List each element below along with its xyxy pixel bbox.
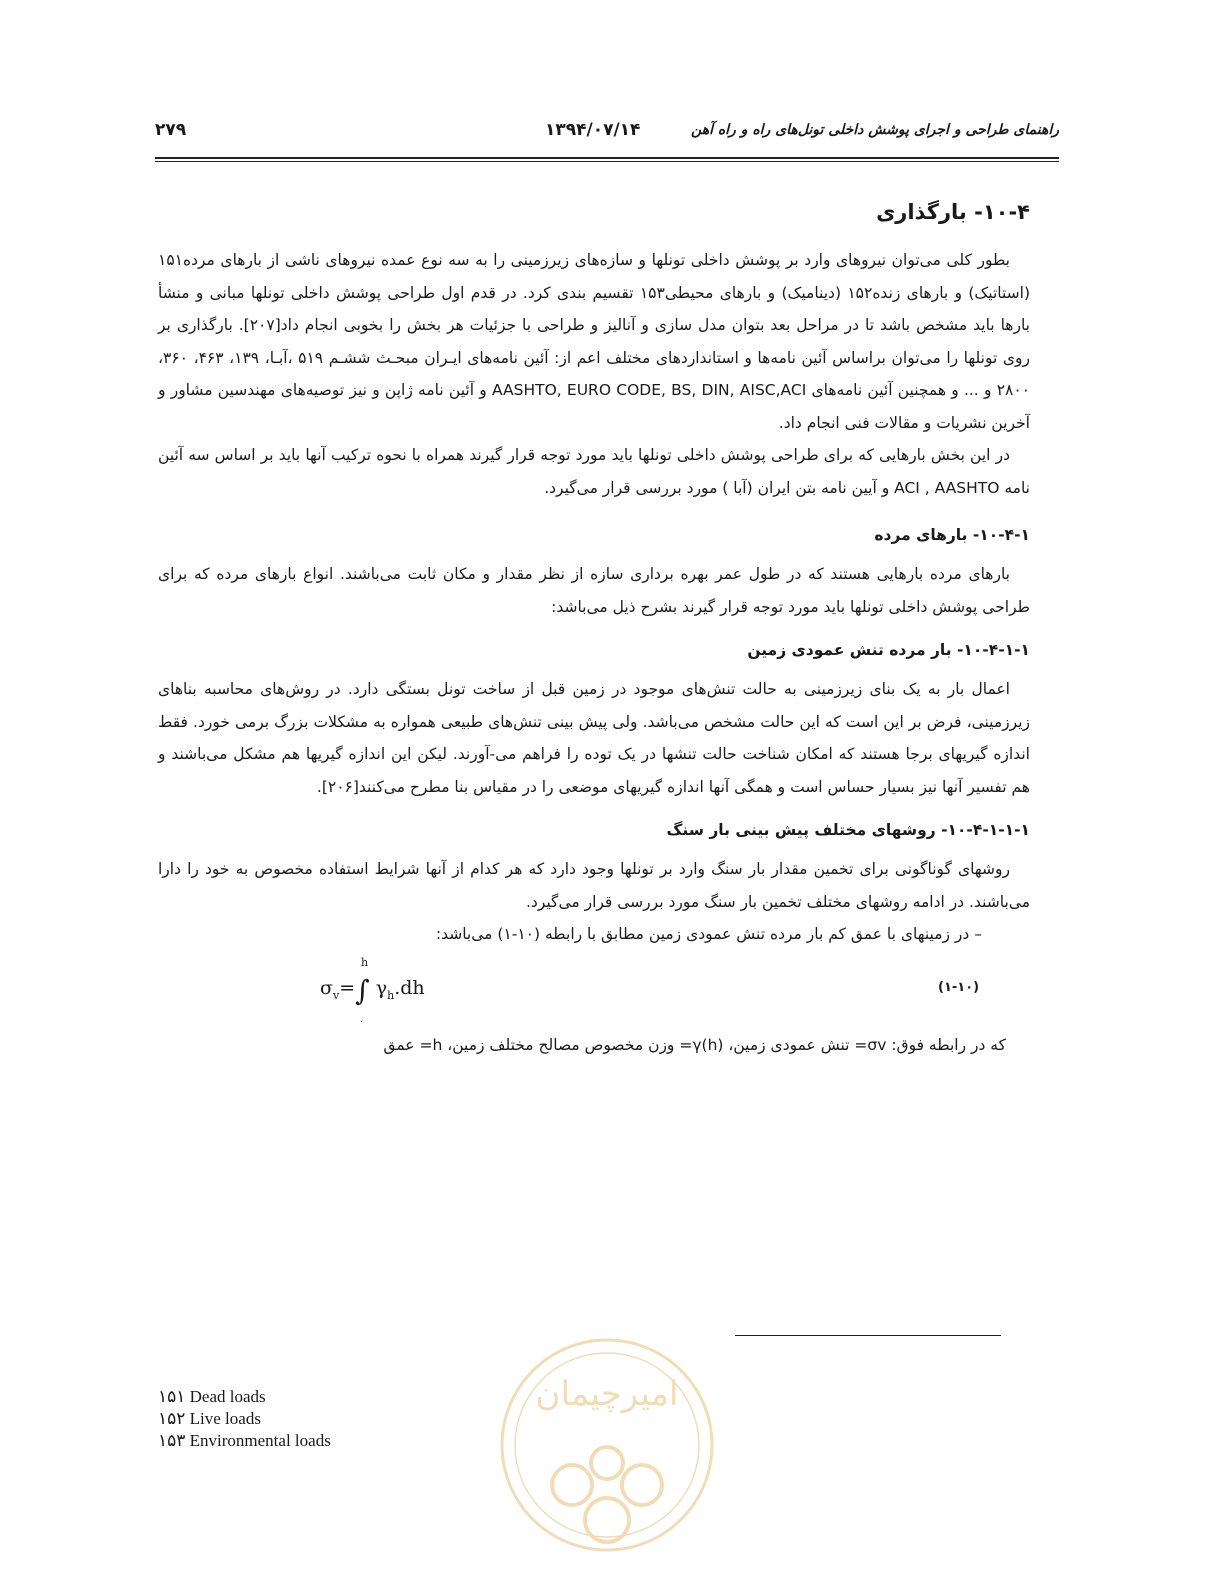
sigma-subscript: v <box>332 988 340 1002</box>
seal-gear-bottom <box>585 1498 629 1542</box>
header-date: ۱۳۹۴/۰۷/۱۴ <box>545 120 641 140</box>
dh-term: .dh <box>394 977 425 999</box>
equation-where-clause: که در رابطه فوق: σv= تنش عمودی زمین، γ(h)= وزن مخصوص مصالح مختلف زمین، h= عمق <box>383 1036 1006 1054</box>
subsection-heading-dead-loads: ۱۰-۴-۱- بارهای مرده <box>874 526 1030 544</box>
footnote-153: ۱۵۳ Environmental loads <box>158 1431 331 1450</box>
header-title: راهنمای طراحی و اجرای پوشش داخلی تونل‌های راه و راه آهن <box>691 122 1059 138</box>
subsection-heading-rock-load-methods: ۱۰-۴-۱-۱-۱- روشهای مختلف پیش بینی بار سنگ <box>666 821 1030 839</box>
sigma-symbol: σ <box>320 977 333 999</box>
footnote-152: ۱۵۲ Live loads <box>158 1409 261 1428</box>
integral-lower-limit: . <box>360 1014 364 1025</box>
footnotes <box>158 1386 331 1452</box>
page-number: ۲۷۹ <box>155 120 187 140</box>
seal-gear-left <box>552 1465 592 1505</box>
seal-gear-right <box>622 1465 662 1505</box>
vertical-stress-paragraph: اعمال بار به یک بنای زیرزمینی به حالت تنش‌های موجود در زمین قبل از ساخت تونل بستگی دارد. در روش‌های محاسبه بناهای زیرزمینی، فرض بر این است که این حالت مشخص می‌باشد. ولی پیش بینی تنش‌های طبیعی همواره به مشکلات بزرگ برمی خورد. فقط اندازه گیریهای برجا هستند که امکان شناخت حالت تنشها در یک توده را فراهم می-آورند. لیکن این اندازه گیریها هم مشکل می‌باشند و هم تفسیر آنها نیز بسیار حساس است و همگی آنها اندازه گیریهای موضعی را در مقیاس بنا مطرح می‌کنند[۲۰۶]. <box>158 680 1030 796</box>
rock-load-methods-paragraph: روشهای گوناگونی برای تخمین مقدار بار سنگ وارد بر تونلها وجود دارد که هر کدام از آنها شرایط استفاده مخصوص به خود را دارا می‌باشند. در ادامه روشهای مختلف تخمین بار سنگ مورد بررسی قرار می‌گیرد. <box>158 860 1030 911</box>
page-header <box>155 118 1059 148</box>
equals-sign: = <box>339 977 356 999</box>
header-rule-thick <box>155 157 1059 159</box>
seal-lettering: امیرچیمان <box>535 1374 679 1414</box>
equation-10-1 <box>158 954 1030 1024</box>
section-paragraph-1: بطور کلی می‌توان نیروهای وارد بر پوشش داخلی تونلها و سازه‌های زیرزمینی را به سه نوع عمده نیروهای ناشی از بارهای مرده۱۵۱ (استاتیک) و بارهای زنده۱۵۲ (دینامیک) و بارهای محیطی۱۵۳ تقسیم بندی کرد. در قدم اول طراحی پوشش داخلی تونلها مبانی و منشأ بارها باید مشخص باشد تا در مراحل بعد بتوان مدل سازی و آنالیز و طراحی با جزئیات هر بخش را بخوبی انجام داد[۲۰۷]. بارگذاری بر روی تونلها را می‌توان براساس آئین نامه‌ها و استانداردهای مختلف اعم از: آئین نامه‌های ایـران مبحـث ششـم ۵۱۹ ،آبـا، ۱۳۹، ۴۶۳، ۳۶۰، ۲۸۰۰ و ... و همچنین آئین نامه‌های AASHTO, EURO CODE, BS, DIN, AISC,ACI و آئین نامه ژاپن و نیز توصیه‌های مهندسین مشاور و آخرین نشریات و مقالات فنی انجام داد. <box>158 251 1030 432</box>
header-rule-thin <box>155 161 1059 162</box>
shallow-ground-bullet: – در زمینهای با عمق کم بار مرده تنش عمودی زمین مطابق با رابطه (۱۰-۱) می‌باشد: <box>435 925 982 943</box>
gamma-symbol: γ <box>375 977 388 999</box>
subsection-heading-vertical-stress: ۱۰-۴-۱-۱- بار مرده تنش عمودی زمین <box>747 641 1030 659</box>
dead-loads-paragraph: بارهای مرده بارهایی هستند که در طول عمر بهره برداری سازه از نظر مقدار و مکان ثابت می‌باشند. انواع بارهای مرده که برای طراحی پوشش داخلی تونلها باید مورد توجه قرار گیرند بشرح ذیل می‌باشد: <box>158 565 1030 616</box>
footnote-151: ۱۵۱ Dead loads <box>158 1387 266 1406</box>
seal-gear-top <box>591 1447 623 1479</box>
page-body <box>158 200 1030 1060</box>
footnote-separator <box>735 1335 1001 1336</box>
watermark-seal <box>492 1335 722 1585</box>
equation-number: (۱-۱۰) <box>938 980 980 995</box>
section-paragraph-2: در این بخش بارهایی که برای طراحی پوشش داخلی تونلها باید مورد توجه قرار گیرند همراه با نحوه ترکیب آنها باید بر اساس سه آئین نامه ACI , AASHTO و آیین نامه بتن ایران (آبا ) مورد بررسی قرار می‌گیرد. <box>158 446 1030 497</box>
integral-upper-limit: h <box>361 956 369 969</box>
integral-symbol: ∫ <box>355 974 370 1007</box>
section-heading: ۱۰-۴- بارگذاری <box>876 200 1030 224</box>
gamma-subscript: h <box>387 988 395 1002</box>
equation-expression <box>320 974 425 1007</box>
